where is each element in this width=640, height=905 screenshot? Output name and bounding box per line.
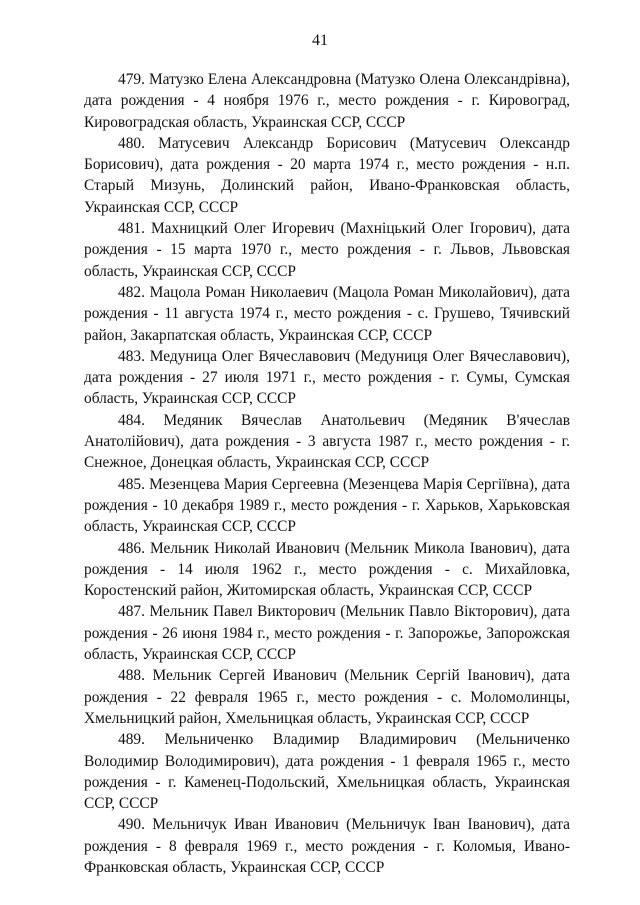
list-item: 484. Медяник Вячеслав Анатольевич (Медяник В'ячеслав Анатолійович), дата рождения - 3 августа 1987 г., место рождения - г. Снежное, Донецкая область, Украинская ССР, СССР bbox=[84, 411, 570, 472]
list-item: 486. Мельник Николай Иванович (Мельник Микола Іванович), дата рождения - 14 июля 1962 г., место рождения - с. Михайловка, Коростенский район, Житомирская область, Украинская ССР, СССР bbox=[84, 539, 570, 600]
list-item: 481. Махницкий Олег Игоревич (Махніцький Олег Ігорович), дата рождения - 15 марта 1970 г., место рождения - г. Львов, Львовская область, Украинская ССР, СССР bbox=[84, 220, 570, 280]
list-item: 487. Мельник Павел Викторович (Мельник Павло Вікторович), дата рождения - 26 июня 1984 г., место рождения - г. Запорожье, Запорожская область, Украинская ССР, СССР bbox=[84, 603, 570, 664]
list-item: 482. Мацола Роман Николаевич (Мацола Роман Миколайович), дата рождения - 11 августа 1974 г., место рождения - с. Грушево, Тячивский район, Закарпатская область, Украинская ССР, СССР bbox=[84, 283, 570, 344]
page-number: 41 bbox=[312, 32, 328, 49]
list-item: 489. Мельниченко Владимир Владимирович (Мельниченко Володимир Володимирович), дата рождения - 1 февраля 1965 г., место рождения - г. Каменец-Подольский, Хмельницкая область, Украинская ССР, СССР bbox=[84, 731, 570, 813]
list-item: 479. Матузко Елена Александровна (Матузко Олена Олександрівна), дата рождения - 4 ноября 1976 г., место рождения - г. Кировоград, Кировоградская область, Украинская ССР, СССР bbox=[84, 71, 570, 131]
list-item: 488. Мельник Сергей Иванович (Мельник Сергій Іванович), дата рождения - 22 февраля 1965 г., место рождения - с. Моломолинцы, Хмельницкий район, Хмельницкая область, Украинская ССР, СССР bbox=[84, 667, 570, 727]
list-item: 480. Матусевич Александр Борисович (Матусевич Олександр Борисович), дата рождения - 20 марта 1974 г., место рождения - н.п. Старый Мизунь, Долинский район, Ивано-Франковская область, Украинская ССР, СССР bbox=[84, 134, 570, 216]
list-item: 490. Мельничук Иван Иванович (Мельничук Іван Іванович), дата рождения - 8 февраля 1969 г., место рождения - г. Коломыя, Ивано-Франковская область, Украинская ССР, СССР bbox=[84, 816, 570, 876]
list-item: 485. Мезенцева Мария Сергеевна (Мезенцева Марія Сергіївна), дата рождения - 10 декабря 1989 г., место рождения - г. Харьков, Харьковская область, Украинская ССР, СССР bbox=[84, 475, 570, 536]
list-item: 483. Медуница Олег Вячеславович (Медуниця Олег Вячеславович), дата рождения - 27 июля 1971 г., место рождения - г. Сумы, Сумская область, Украинская ССР, СССР bbox=[84, 347, 570, 408]
entry-list bbox=[84, 69, 570, 878]
